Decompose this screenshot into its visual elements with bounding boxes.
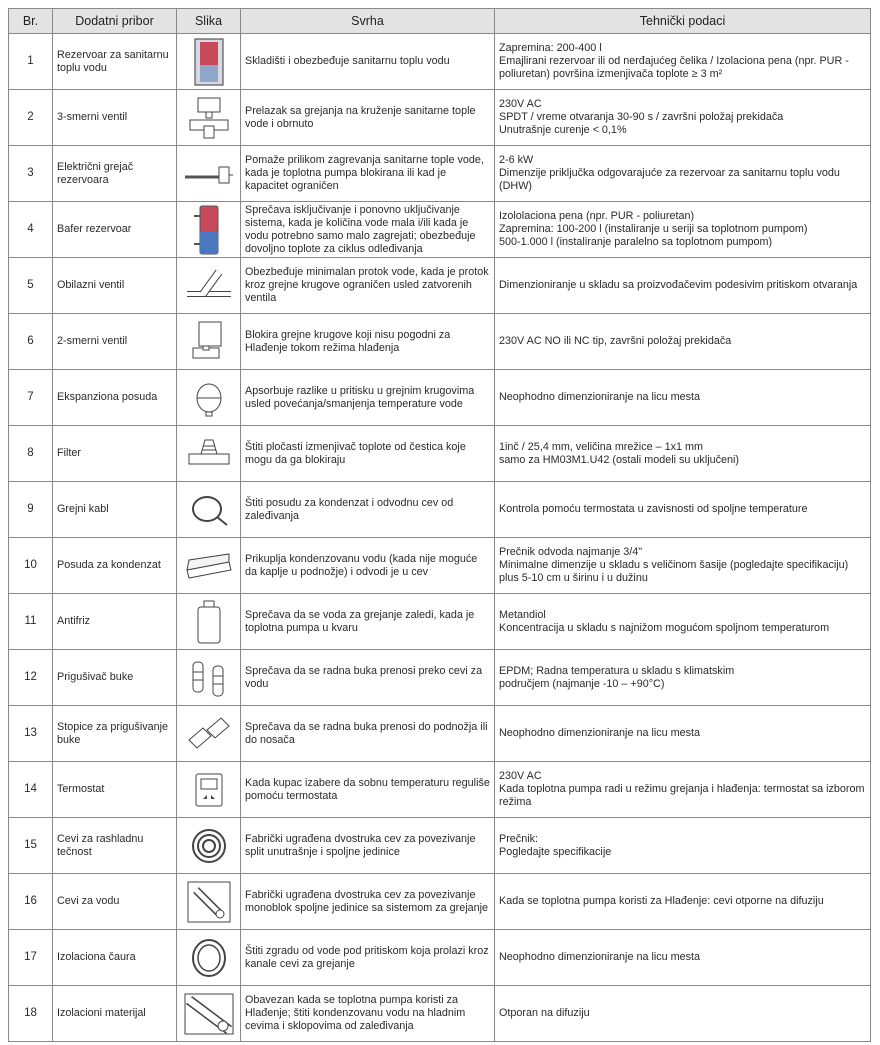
row-number: 9 [9,482,53,538]
purpose-text: Blokira grejne krugove koji nisu pogodni za Hlađenje tokom režima hlađenja [241,314,495,370]
table-row [9,202,871,258]
accessories-table [8,8,871,1042]
electric-heater-icon [183,159,235,189]
accessory-name: Izolacioni materijal [53,986,177,1042]
accessory-name: Rezervoar za sanitarnu toplu vodu [53,34,177,90]
row-number: 1 [9,34,53,90]
specs-text: Kada se toplotna pumpa koristi za Hlađenje: cevi otporne na difuziju [495,874,871,930]
table-row [9,314,871,370]
insulation-material-icon [183,992,235,1036]
row-number: 16 [9,874,53,930]
accessory-image-cell [177,482,241,538]
table-row [9,874,871,930]
specs-text: Neophodno dimenzioniranje na licu mesta [495,370,871,426]
filter-icon [187,436,231,472]
header-specs: Tehnički podaci [495,9,871,34]
accessory-name: Posuda za kondenzat [53,538,177,594]
specs-text: Zapremina: 200-400 l Emajlirani rezervoar ili od nerđajućeg čelika / Izolaciona pena (npr. PUR - poliuretan) površina izmenjivača toplote ≥ 3 m² [495,34,871,90]
specs-text: Izololaciona pena (npr. PUR - poliuretan) Zapremina: 100-200 l (instaliranje u seriji sa toplotnom pumpom) 500-1.000 l (instaliranje paralelno sa toplotnom pumpom) [495,202,871,258]
specs-text: 230V AC Kada toplotna pumpa radi u režimu grejanja i hlađenja: termostat sa izborom režima [495,762,871,818]
purpose-text: Fabrički ugrađena dvostruka cev za povezivanje monoblok spoljne jedinice sa sistemom za grejanje [241,874,495,930]
two-way-valve-icon [189,320,229,364]
purpose-text: Pomaže prilikom zagrevanja sanitarne tople vode, kada je toplotna pumpa blokirana ili kad je kapacitet ograničen [241,146,495,202]
accessory-name: Bafer rezervoar [53,202,177,258]
accessory-image-cell [177,90,241,146]
table-row [9,146,871,202]
purpose-text: Obavezan kada se toplotna pumpa koristi za Hlađenje; štiti kondenzovanu vodu na hladnim cevima i sklopovima od zaleđivanja [241,986,495,1042]
table-row [9,34,871,90]
accessory-image-cell [177,818,241,874]
specs-text: Dimenzioniranje u skladu sa proizvođačevim podesivim pritiskom otvaranja [495,258,871,314]
accessory-image-cell [177,370,241,426]
accessory-name: Antifriz [53,594,177,650]
row-number: 6 [9,314,53,370]
antifreeze-canister-icon [194,599,224,645]
row-number: 11 [9,594,53,650]
accessory-name: Ekspanziona posuda [53,370,177,426]
specs-text: 1inč / 25,4 mm, veličina mrežice – 1x1 mm samo za HM03M1.U42 (ostali modeli su uključeni) [495,426,871,482]
bypass-valve-icon [183,264,235,308]
specs-text: Metandiol Koncentracija u skladu s najnižom mogućom spoljnom temperaturom [495,594,871,650]
accessory-image-cell [177,258,241,314]
condensate-tray-icon [183,550,235,582]
accessory-name: Izolaciona čaura [53,930,177,986]
accessory-name: 3-smerni ventil [53,90,177,146]
water-pipe-icon [186,880,232,924]
accessory-image-cell [177,146,241,202]
accessory-image-cell [177,426,241,482]
purpose-text: Štiti posudu za kondenzat i odvodnu cev od zaleđivanja [241,482,495,538]
specs-text: 2-6 kW Dimenzije priključka odgovarajuće za rezervoar za sanitarnu toplu vodu (DHW) [495,146,871,202]
table-row [9,930,871,986]
purpose-text: Štiti zgradu od vode pod pritiskom koja prolazi kroz kanale cevi za grejanje [241,930,495,986]
header-accessory: Dodatni pribor [53,9,177,34]
accessory-image-cell [177,930,241,986]
purpose-text: Štiti pločasti izmenjivač toplote od čestica koje mogu da ga blokiraju [241,426,495,482]
header-purpose: Svrha [241,9,495,34]
heating-cable-icon [189,493,229,527]
specs-text: EPDM; Radna temperatura u skladu s klimatskim područjem (najmanje -10 – +90°C) [495,650,871,706]
insulation-sleeve-icon [189,937,229,979]
accessory-name: Prigušivač buke [53,650,177,706]
expansion-vessel-icon [194,378,224,418]
accessory-name: Stopice za prigušivanje buke [53,706,177,762]
header-image: Slika [177,9,241,34]
table-row [9,538,871,594]
accessory-image-cell [177,986,241,1042]
row-number: 7 [9,370,53,426]
specs-text: Otporan na difuziju [495,986,871,1042]
header-no: Br. [9,9,53,34]
damping-feet-icon [185,714,233,754]
table-header-row [9,9,871,34]
accessory-image-cell [177,34,241,90]
purpose-text: Obezbeđuje minimalan protok vode, kada je protok kroz grejne krugove ograničen usled zatvorenih ventila [241,258,495,314]
row-number: 12 [9,650,53,706]
purpose-text: Kada kupac izabere da sobnu temperaturu reguliše pomoću termostata [241,762,495,818]
row-number: 3 [9,146,53,202]
accessory-image-cell [177,594,241,650]
accessory-name: Cevi za rashladnu tečnost [53,818,177,874]
noise-damper-icon [187,658,231,698]
thermostat-icon [193,771,225,809]
specs-text: 230V AC NO ili NC tip, završni položaj prekidača [495,314,871,370]
specs-text: Prečnik: Pogledajte specifikacije [495,818,871,874]
table-row [9,426,871,482]
purpose-text: Sprečava da se radna buka prenosi do podnožja ili do nosača [241,706,495,762]
hot-water-tank-icon [189,37,229,87]
accessory-name: Filter [53,426,177,482]
row-number: 5 [9,258,53,314]
specs-text: 230V AC SPDT / vreme otvaranja 30-90 s / završni položaj prekidača Unutrašnje curenje < 0,1% [495,90,871,146]
row-number: 2 [9,90,53,146]
purpose-text: Sprečava da se voda za grejanje zaledi, kada je toplotna pumpa u kvaru [241,594,495,650]
accessory-image-cell [177,762,241,818]
three-way-valve-icon [186,96,232,140]
specs-text: Prečnik odvoda najmanje 3/4" Minimalne dimenzije u skladu s veličinom šasije (pogledajte specifikaciju) plus 5-10 cm u širinu i u dužinu [495,538,871,594]
row-number: 17 [9,930,53,986]
purpose-text: Sprečava da se radna buka prenosi preko cevi za vodu [241,650,495,706]
specs-text: Neophodno dimenzioniranje na licu mesta [495,930,871,986]
row-number: 14 [9,762,53,818]
refrigerant-pipe-coil-icon [189,826,229,866]
table-row [9,650,871,706]
row-number: 4 [9,202,53,258]
table-row [9,258,871,314]
accessory-image-cell [177,706,241,762]
row-number: 18 [9,986,53,1042]
purpose-text: Skladišti i obezbeđuje sanitarnu toplu vodu [241,34,495,90]
table-row [9,482,871,538]
purpose-text: Fabrički ugrađena dvostruka cev za povezivanje split unutrašnje i spoljne jedinice [241,818,495,874]
row-number: 13 [9,706,53,762]
purpose-text: Prelazak sa grejanja na kruženje sanitarne tople vode i obrnuto [241,90,495,146]
buffer-tank-icon [192,204,226,256]
specs-text: Kontrola pomoću termostata u zavisnosti od spoljne temperature [495,482,871,538]
row-number: 8 [9,426,53,482]
accessory-name: Obilazni ventil [53,258,177,314]
accessory-name: Električni grejač rezervoara [53,146,177,202]
table-row [9,370,871,426]
table-row [9,762,871,818]
table-row [9,706,871,762]
table-row [9,90,871,146]
purpose-text: Apsorbuje razlike u pritisku u grejnim krugovima usled povećanja/smanjenja temperature vode [241,370,495,426]
table-row [9,594,871,650]
accessory-name: 2-smerni ventil [53,314,177,370]
accessory-name: Cevi za vodu [53,874,177,930]
row-number: 10 [9,538,53,594]
accessory-image-cell [177,202,241,258]
accessory-image-cell [177,650,241,706]
accessory-name: Termostat [53,762,177,818]
purpose-text: Sprečava isključivanje i ponovno uključivanje sistema, kada je količina vode mala i/ili kada je vodu potrebno samo malo zagrejati; obezbeđuje dovoljno toplote za ciklus odleđivanja [241,202,495,258]
table-row [9,986,871,1042]
table-row [9,818,871,874]
row-number: 15 [9,818,53,874]
specs-text: Neophodno dimenzioniranje na licu mesta [495,706,871,762]
accessory-image-cell [177,874,241,930]
accessory-image-cell [177,314,241,370]
accessory-name: Grejni kabl [53,482,177,538]
accessory-image-cell [177,538,241,594]
purpose-text: Prikuplja kondenzovanu vodu (kada nije moguće da kaplje u podnožje) i odvodi je u cev [241,538,495,594]
